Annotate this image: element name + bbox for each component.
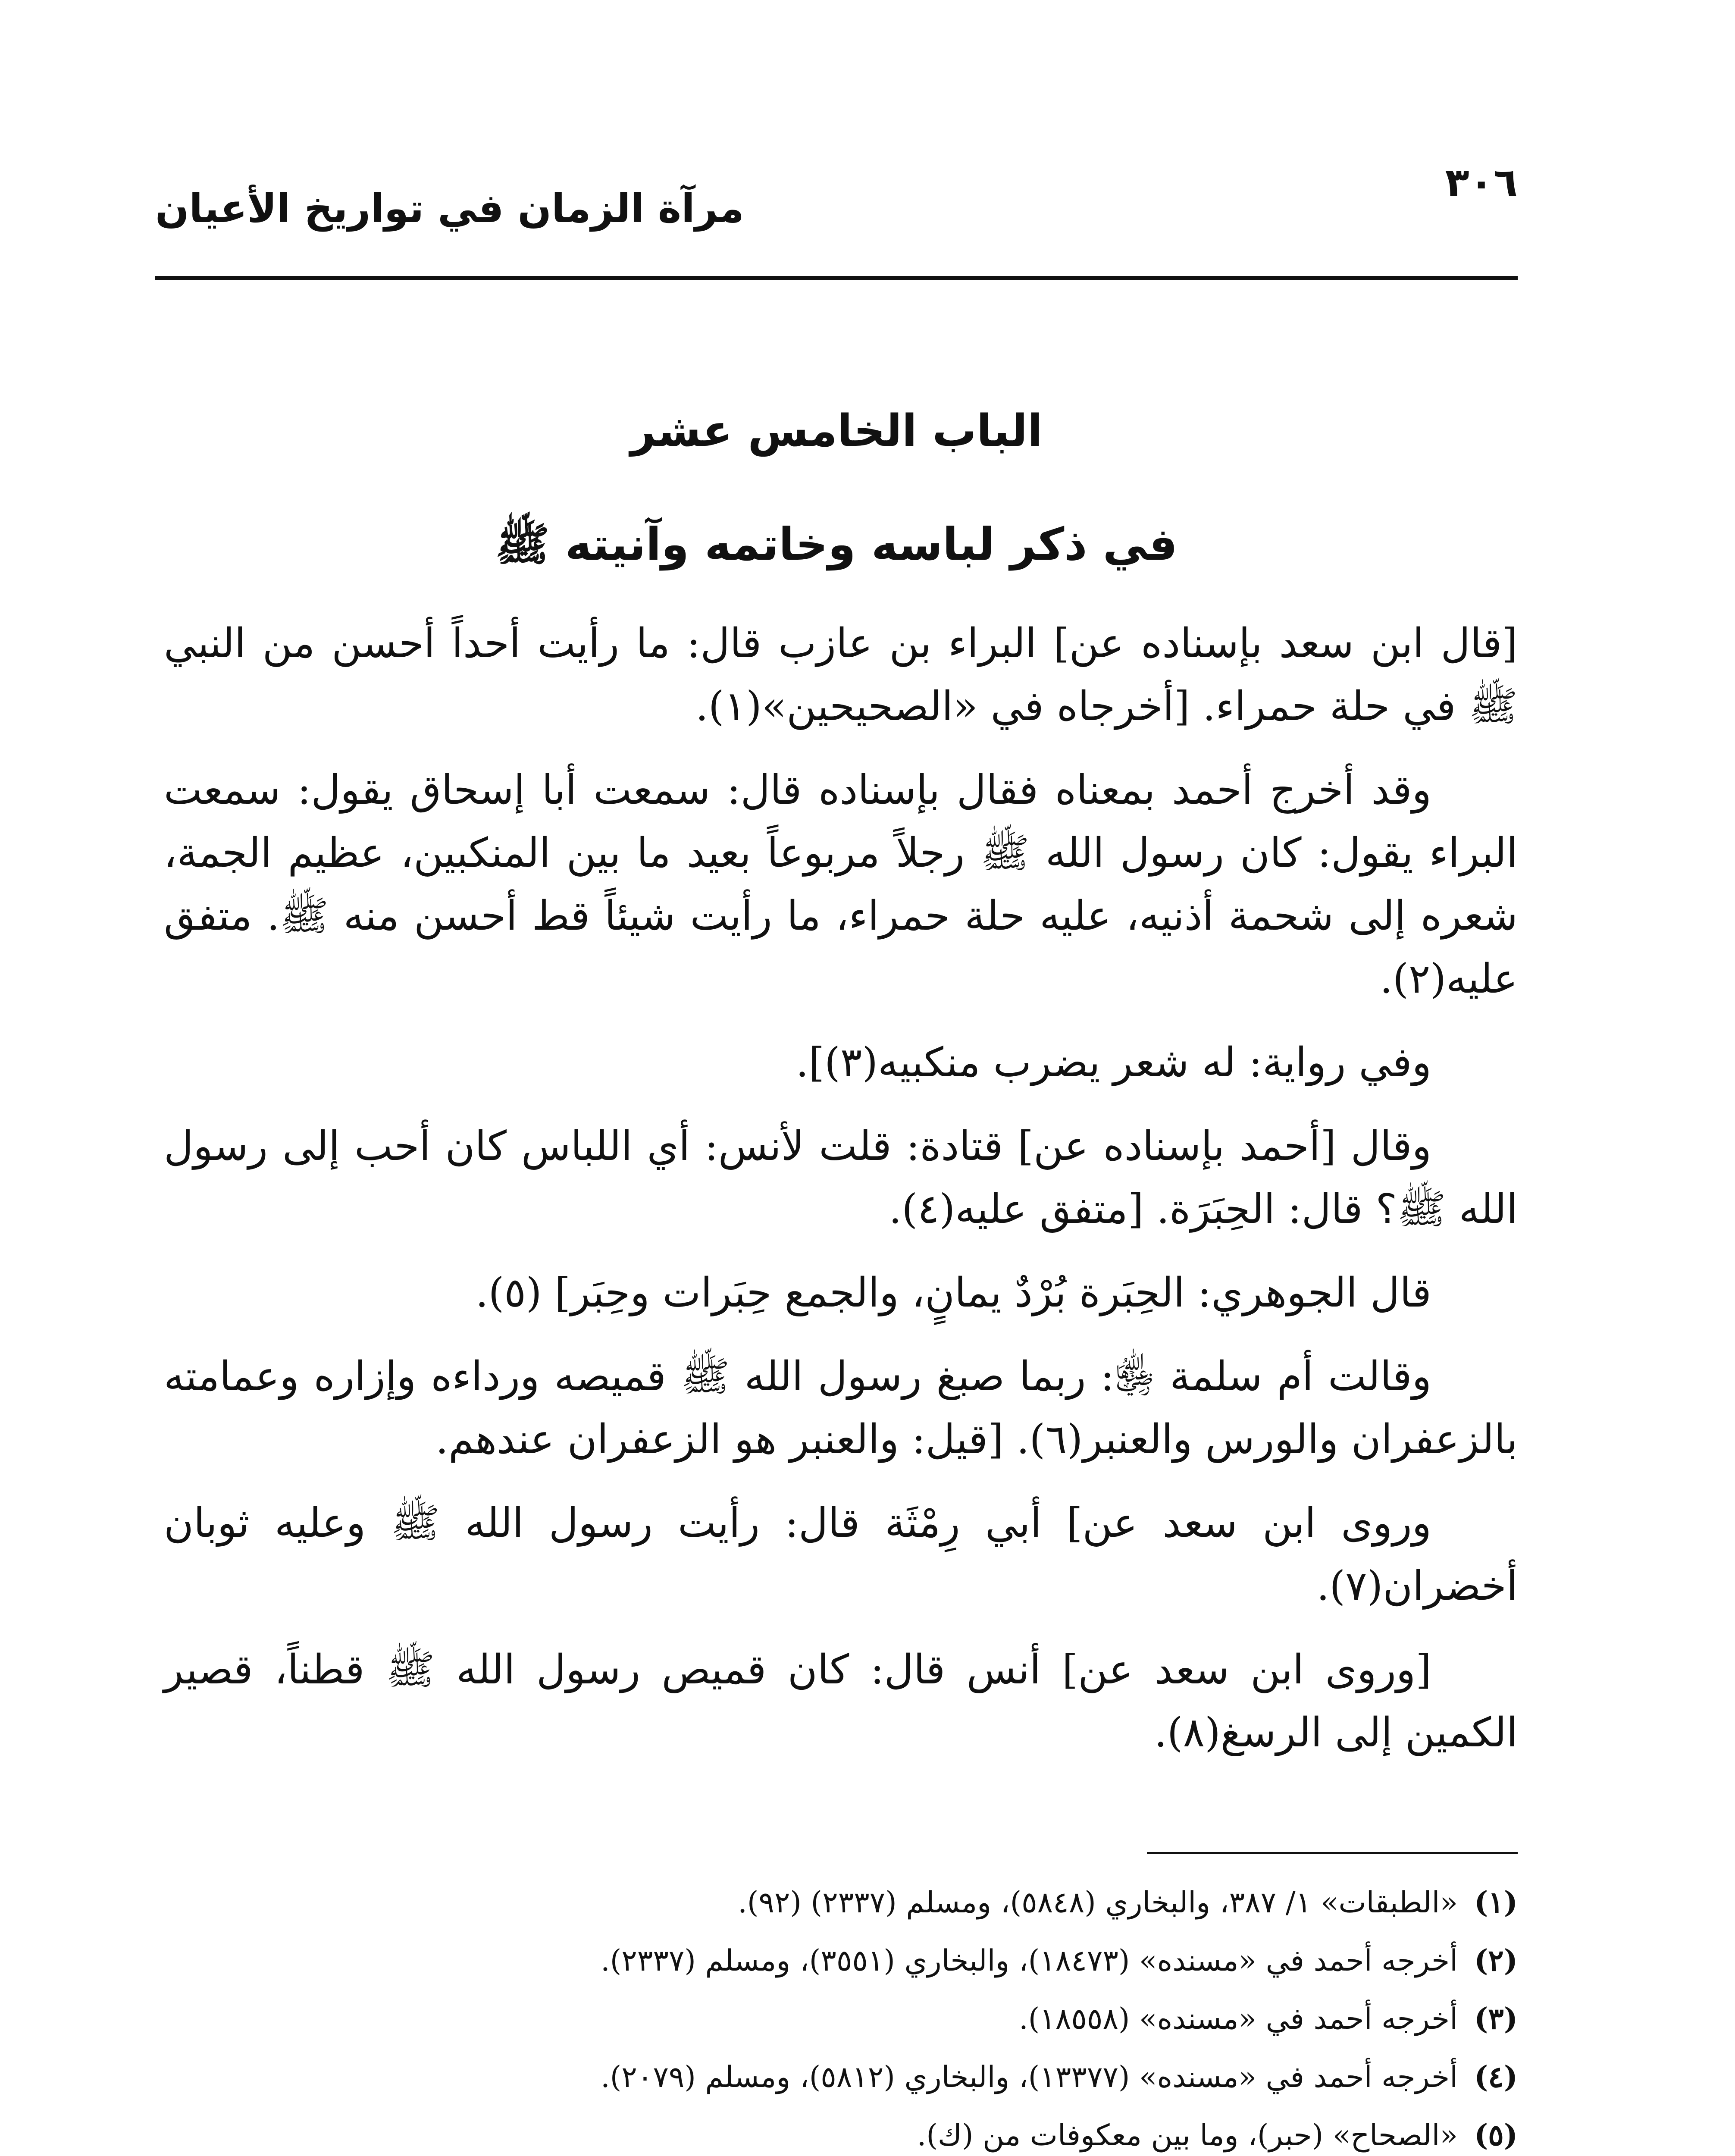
footnote-number: (٥)	[1474, 2118, 1518, 2153]
chapter-subtitle: في ذكر لباسه وخاتمه وآنيته ﷺ	[495, 518, 1178, 570]
footnote	[164, 2048, 1518, 2106]
footnote	[164, 1932, 1518, 1990]
paragraph: وقد أخرج أحمد بمعناه فقال بإسناده قال: سمعت أبا إسحاق يقول: سمعت البراء يقول: كان رسول الله ﷺ رجلاً مربوعاً بعيد ما بين المنكبين، عظيم الجمة، شعره إلى شحمة أذنيه، عليه حلة حمراء، ما رأيت شيئاً قط أحسن منه ﷺ. متفق عليه(٢).	[164, 767, 1518, 1003]
header-rule	[155, 276, 1518, 280]
paragraph: قال الجوهري: الحِبَرة بُرْدٌ يمانٍ، والجمع حِبَرات وحِبَر] (٥).	[475, 1269, 1431, 1316]
footnote-text: «الطبقات» ١/ ٣٨٧، والبخاري (٥٨٤٨)، ومسلم (٢٣٣٧) (٩٢).	[738, 1886, 1458, 1920]
footnote-rule	[1147, 1852, 1518, 1854]
footnote-text: أخرجه أحمد في «مسنده» (١٣٣٧٧)، والبخاري (٥٨١٢)، ومسلم (٢٠٧٩).	[601, 2060, 1458, 2094]
footnote	[164, 2106, 1518, 2156]
page-number: ٣٠٦	[1445, 160, 1518, 206]
footnote-text: أخرجه أحمد في «مسنده» (١٨٤٧٣)، والبخاري (٣٥٥١)، ومسلم (٢٣٣٧).	[601, 1944, 1458, 1978]
footnote	[164, 1874, 1518, 1932]
footnote	[164, 1990, 1518, 2048]
paragraph: وروى ابن سعد عن] أبي رِمْثَة قال: رأيت رسول الله ﷺ وعليه ثوبان أخضران(٧).	[164, 1500, 1518, 1610]
footnote-number: (٢)	[1474, 1943, 1518, 1978]
footnote-text: أخرجه أحمد في «مسنده» (١٨٥٥٨).	[1019, 2002, 1458, 2036]
paragraph: [وروى ابن سعد عن] أنس قال: كان قميص رسول الله ﷺ قطناً، قصير الكمين إلى الرسغ(٨).	[164, 1646, 1518, 1756]
footnote-number: (١)	[1474, 1885, 1518, 1920]
footnotes	[164, 1874, 1518, 2156]
paragraph: [قال ابن سعد بإسناده عن] البراء بن عازب قال: ما رأيت أحداً أحسن من النبي ﷺ في حلة حمراء. [أخرجاه في «الصحيحين»(١).	[164, 620, 1518, 730]
footnote-text: «الصحاح» (حبر)، وما بين معكوفات من (ك).	[917, 2118, 1458, 2153]
chapter-title: الباب الخامس عشر	[630, 405, 1043, 457]
footnote-number: (٤)	[1474, 2060, 1518, 2094]
footnote-number: (٣)	[1474, 2002, 1518, 2036]
running-title: مرآة الزمان في تواريخ الأعيان	[155, 185, 744, 232]
paragraph: وقال [أحمد بإسناده عن] قتادة: قلت لأنس: أي اللباس كان أحب إلى رسول الله ﷺ؟ قال: الحِبَرَة. [متفق عليه(٤).	[164, 1123, 1518, 1233]
body-text	[164, 612, 1518, 1785]
paragraph: وقالت أم سلمة ﵂: ربما صبغ رسول الله ﷺ قميصه ورداءه وإزاره وعمامته بالزعفران والورس والعنبر(٦). [قيل: والعنبر هو الزعفران عندهم.	[164, 1353, 1518, 1463]
paragraph: وفي رواية: له شعر يضرب منكبيه(٣)].	[795, 1039, 1431, 1086]
page-header	[155, 160, 1518, 246]
